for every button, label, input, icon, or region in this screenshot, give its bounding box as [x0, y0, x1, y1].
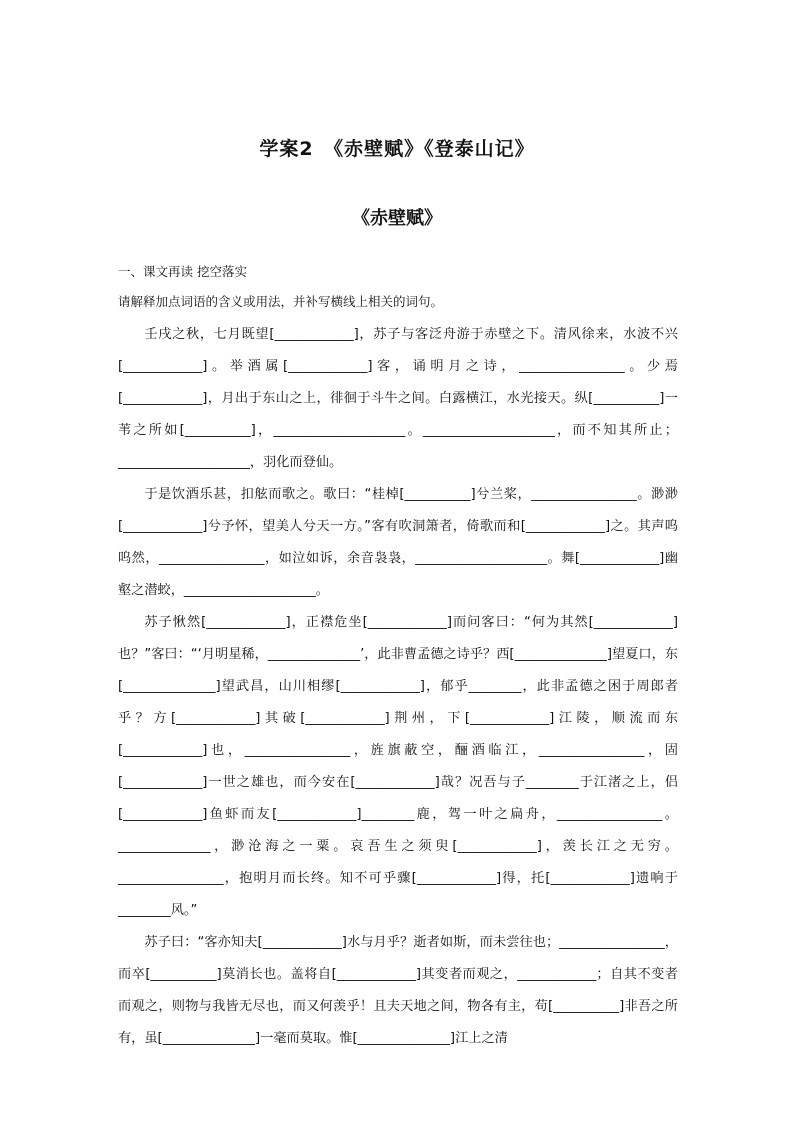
page-title: 学案2 《赤壁赋》《登泰山记》: [259, 138, 535, 160]
passage-paragraph-4: 苏子曰：“客亦知夫[____________]水与月乎？逝者如斯，而未尝往也；________________，而卒[__________]莫消长也。盖将自[____________]其变者而观之，____________；自其不变者而观之，则物与我皆无尽也，而又何羡乎！且夫天地之间，物各有主，苟[__________]非吾之所有，虽[______________]一毫而莫取。惟[______________]江上之清: [118, 935, 678, 1046]
passage-paragraph-3: 苏子愀然[____________]，正襟危坐[____________]而问客曰：“何为其然[____________]也？”客曰：“‘月明星稀，______________’，此非曹孟德之诗乎？西[______________]望夏口，东[______________]望武昌，山川相缪[____________]，郁乎________，此非孟德之困于周郎者乎？方[____________]其破[____________]荆州，下[____________]江陵，顺流而东[____________]也，________________，旌旗蔽空，酾酒临江，________________，固[____________]一世之雄也，而今安在[____________]哉？况吾与子________于江渚之上，侣[____________]鱼虾而友[____________]________鹿，驾一叶之扁舟，________________。______________，渺沧海之一粟。哀吾生之须臾[____________]，羡长江之无穷。________________，抱明月而长终。知不可乎骤[____________]得，托[____________]遗响于________风。”: [118, 615, 678, 918]
section-subtitle: 《赤壁赋》: [352, 208, 442, 229]
passage-body: [118, 319, 678, 1055]
instruction-text: 请解释加点词语的含义或用法，并补写横线上相关的词句。: [118, 294, 444, 309]
passage-paragraph-1: 壬戌之秋，七月既望[____________]，苏子与客泛舟游于赤壁之下。清风徐来，水波不兴[____________]。举酒属[____________]客，诵明月之诗，________________。少焉[____________]，月出于东山之上，徘徊于斗牛之间。白露横江，水光接天。纵[__________]一苇之所如[__________]，____________________。____________________，而不知其所止；____________________，羽化而登仙。: [118, 327, 678, 470]
passage-paragraph-2: 于是饮酒乐甚，扣舷而歌之。歌曰：“桂棹[__________]兮兰桨，________________。渺渺[____________]兮予怀，望美人兮天一方。”客有吹洞箫者，倚歌而和[____________]之。其声呜呜然，________________，如泣如诉，余音袅袅，____________________。舞[____________]幽壑之潜蛟，____________________。: [118, 487, 678, 598]
section-heading: 一、课文再读 挖空落实: [118, 264, 247, 279]
